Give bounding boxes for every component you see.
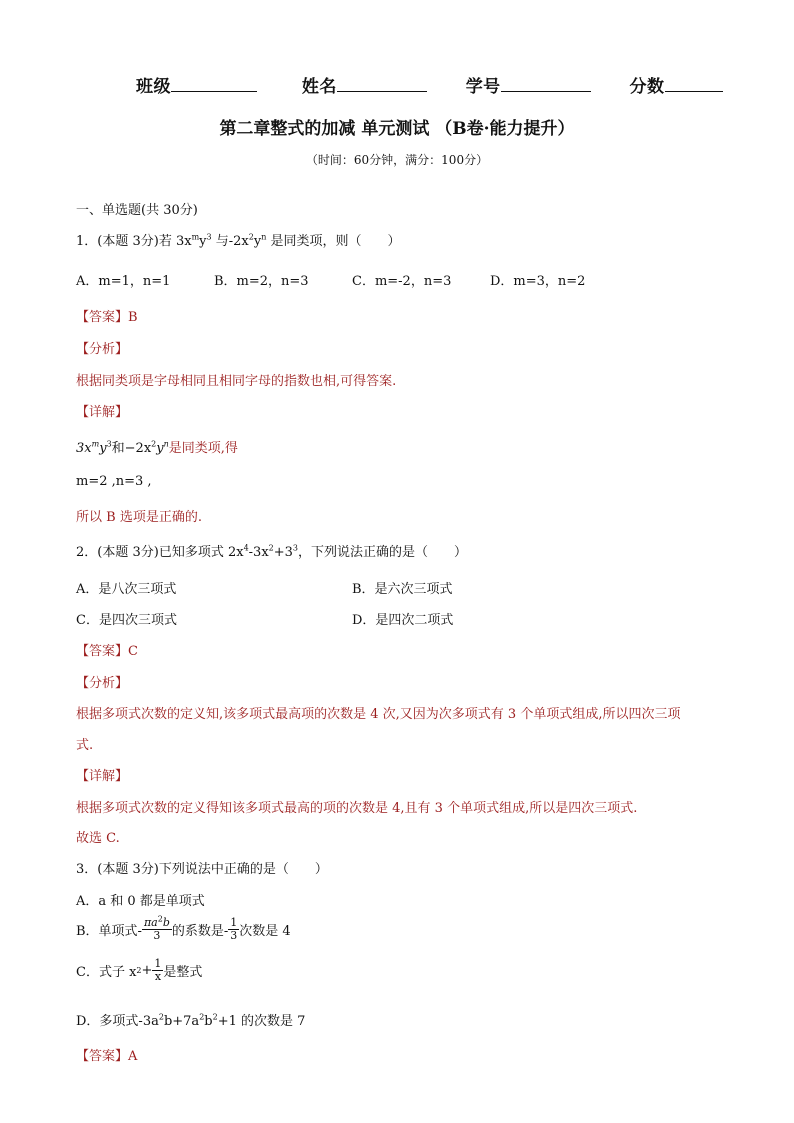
question-1-answer: 【答案】B	[76, 310, 138, 325]
student-id-label: 学号	[465, 77, 501, 97]
question-3-option-d: D．多项式$-3a^2b+7a^2b^2+1$ 的次数是 7	[76, 1012, 306, 1029]
question-1-analysis-label: 【分析】	[76, 342, 129, 357]
question-1-option-c: C．m=-2，n=3	[352, 274, 452, 289]
question-1-option-b: B．m=2，n=3	[214, 274, 309, 289]
question-1-detail-label: 【详解】	[76, 405, 129, 420]
section-heading: 一、单选题(共 30分)	[76, 203, 198, 218]
question-1-detail-line-1: $3x^my^3$和$-2x^2y^n$是同类项,得	[76, 439, 238, 456]
student-id-blank	[501, 73, 591, 92]
question-2-option-b: B．是六次三项式	[352, 582, 453, 597]
question-3-option-b: B．单项式- $\frac{\pi a^2b}{3}$ 的系数是- $\frac{1}{3}$ 次数是 4	[76, 914, 291, 943]
fraction-one-third: $\frac{1}{3}$	[230, 916, 238, 943]
question-2-analysis-label: 【分析】	[76, 676, 129, 691]
exam-subtitle: （时间：60分钟，满分：100分）	[305, 153, 489, 167]
question-2-detail-label: 【详解】	[76, 769, 129, 784]
question-1-option-a: A．m=1，n=1	[76, 274, 171, 289]
question-2-option-a: A．是八次三项式	[76, 582, 177, 597]
question-2-option-c: C．是四次三项式	[76, 613, 177, 628]
question-2-analysis-line-2: 式.	[76, 738, 94, 753]
class-blank	[171, 73, 257, 92]
name-label: 姓名	[301, 77, 337, 97]
fraction-pi-a2b-over-3: $\frac{\pi a^2b}{3}$	[143, 914, 170, 943]
question-3-stem: 3．(本题 3分)下列说法中正确的是（ ）	[76, 862, 328, 877]
question-2-option-d: D．是四次二项式	[352, 613, 454, 628]
page-title: 第二章整式的加减 单元测试 （B卷·能力提升）	[219, 119, 575, 139]
question-1-detail-line-3: 所以 B 选项是正确的.	[76, 510, 202, 525]
question-2-analysis-line-1: 根据多项式次数的定义知,该多项式最高项的次数是 4 次,又因为次多项式有 3 个单项式组成,所以四次三项	[76, 707, 681, 722]
question-3-answer: 【答案】A	[76, 1049, 138, 1064]
question-1-stem: 1．(本题 3分)若 $3x^my^3$ 与$-2x^2y^n$ 是同类项，则（ ）	[76, 232, 401, 249]
student-info-header	[136, 72, 723, 97]
score-label: 分数	[629, 77, 665, 97]
question-3-option-c: C．式子 x 2 + $\frac{1}{x}$ 是整式	[76, 957, 203, 984]
question-2-stem: 2．(本题 3分)已知多项式 $2x^4-3x^2+3^3$，下列说法正确的是（ ）	[76, 543, 468, 560]
name-blank	[337, 73, 427, 92]
question-1-analysis: 根据同类项是字母相同且相同字母的指数也相,可得答案.	[76, 374, 397, 389]
fraction-one-over-x: $\frac{1}{x}$	[154, 957, 162, 984]
question-1-option-d: D．m=3，n=2	[490, 274, 586, 289]
question-1-detail-line-2: m=2 ,n=3 ,	[76, 474, 152, 489]
question-2-detail-line-1: 根据多项式次数的定义得知该多项式最高的项的次数是 4,且有 3 个单项式组成,所以是四次三项式.	[76, 801, 638, 816]
score-blank	[665, 73, 723, 92]
class-label: 班级	[136, 77, 171, 97]
question-2-detail-line-2: 故选 C.	[76, 831, 120, 846]
question-2-answer: 【答案】C	[76, 644, 138, 659]
question-3-option-a: A．a 和 0 都是单项式	[76, 894, 205, 909]
